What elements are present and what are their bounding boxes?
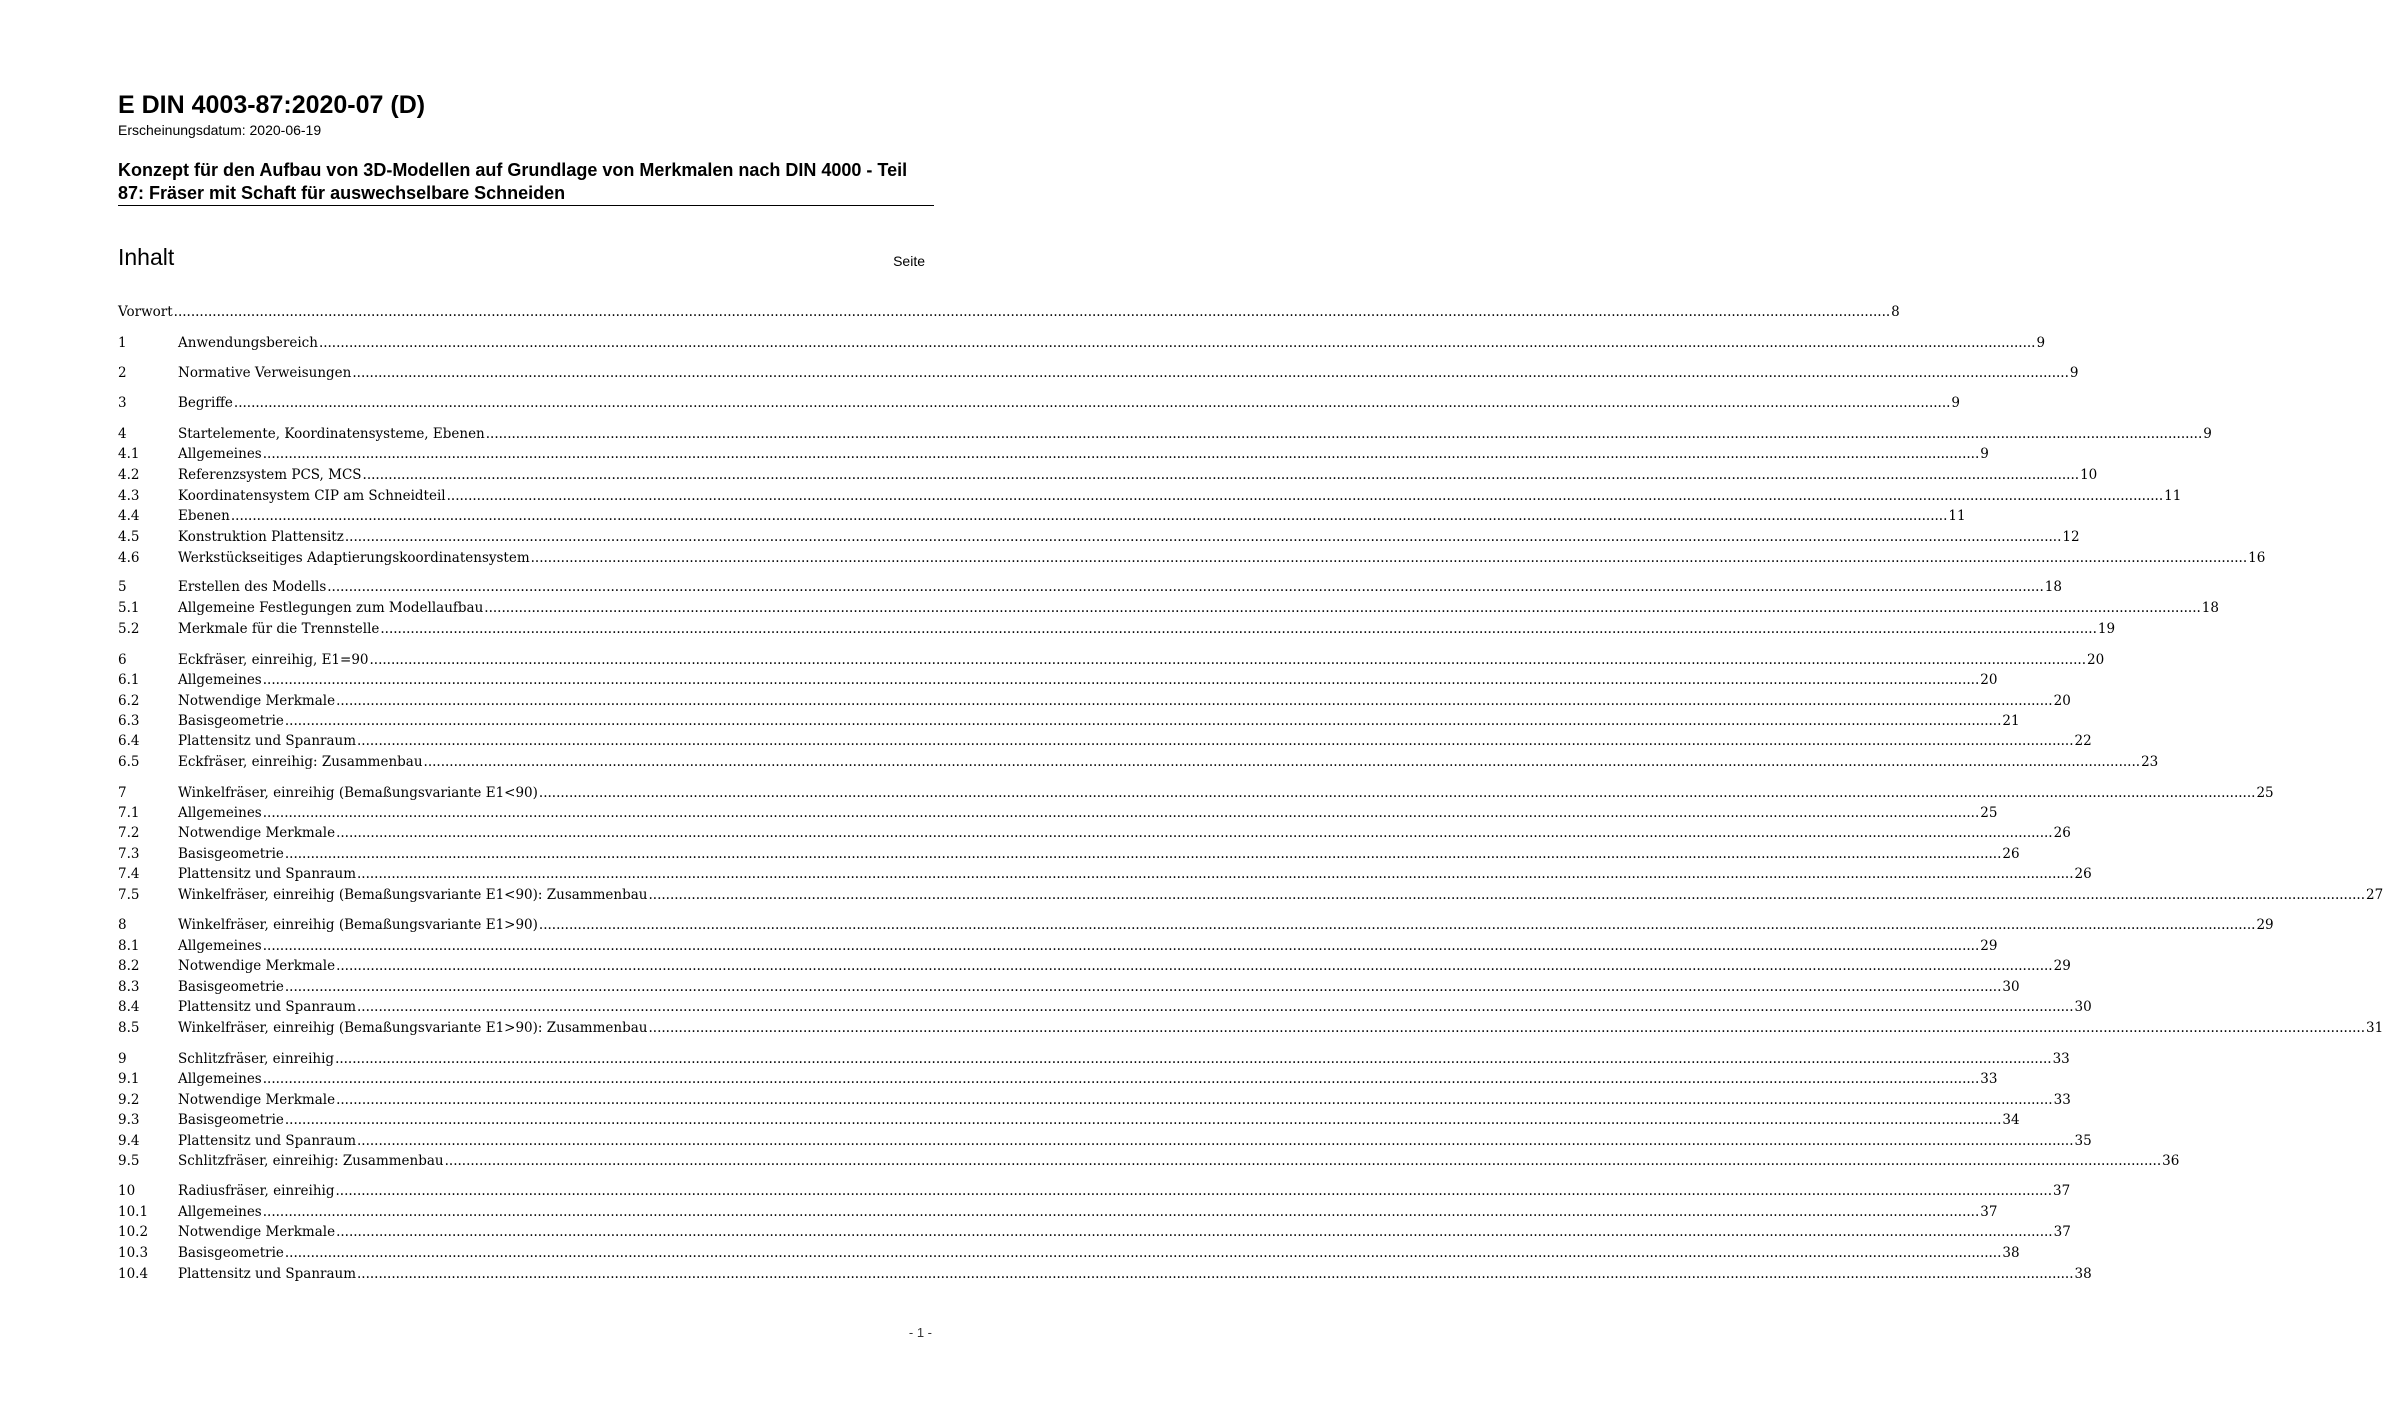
toc-entry-number: 1 xyxy=(118,335,127,351)
toc-entry-number: 10 xyxy=(118,1183,136,1199)
toc-entry-title: Plattensitz und Spanraum xyxy=(178,866,357,882)
toc-dot-leader: ................................................................................................................................................................................................................................................................................................................................................................................................................ xyxy=(284,713,2002,729)
toc-dot-leader: ................................................................................................................................................................................................................................................................................................................................................................................................................ xyxy=(336,825,2053,841)
toc-dot-leader: ................................................................................................................................................................................................................................................................................................................................................................................................................ xyxy=(357,733,2074,749)
toc-entry[interactable] xyxy=(118,752,2159,772)
toc-entry-title: Erstellen des Modells xyxy=(178,579,327,595)
toc-dot-leader: ................................................................................................................................................................................................................................................................................................................................................................................................................ xyxy=(344,529,2062,545)
toc-entry-page: 37 xyxy=(2053,1224,2071,1240)
toc-entry-page: 22 xyxy=(2074,733,2092,749)
toc-entry-number: 2 xyxy=(118,365,127,381)
toc-entry[interactable] xyxy=(118,803,1998,823)
toc-entry-page: 8 xyxy=(1891,304,1900,320)
toc-entry[interactable] xyxy=(118,1018,2383,1038)
toc-entry-number: 9.4 xyxy=(118,1133,140,1149)
toc-entry-page: 9 xyxy=(2036,335,2046,351)
toc-entry-page: 33 xyxy=(1980,1071,1998,1087)
toc-entry-page: 10 xyxy=(2080,467,2098,483)
toc-entry-number: 9 xyxy=(118,1051,127,1067)
toc-entry-number: 5 xyxy=(118,579,127,595)
toc-dot-leader: ................................................................................................................................................................................................................................................................................................................................................................................................................ xyxy=(284,1112,2002,1128)
toc-dot-leader: ................................................................................................................................................................................................................................................................................................................................................................................................................ xyxy=(446,488,2164,504)
toc-entry[interactable] xyxy=(118,731,2092,751)
toc-entry-page: 29 xyxy=(1980,938,1998,954)
toc-entry-title: Koordinatensystem CIP am Schneidteil xyxy=(178,488,446,504)
toc-entry-title: Notwendige Merkmale xyxy=(178,693,336,709)
toc-entry[interactable] xyxy=(118,1110,2020,1130)
document-title: Konzept für den Aufbau von 3D-Modellen auf Grundlage von Merkmalen nach DIN 4000 - Teil 87: Fräser mit Schaft für auswechselbare Schneiden xyxy=(118,160,908,203)
toc-entry-page: 12 xyxy=(2062,529,2080,545)
toc-dot-leader: ................................................................................................................................................................................................................................................................................................................................................................................................................ xyxy=(357,866,2074,882)
toc-entry[interactable] xyxy=(118,783,2274,803)
toc-entry[interactable] xyxy=(118,1131,2092,1151)
toc-entry-title: Radiusfräser, einreihig xyxy=(178,1183,335,1199)
toc-entry[interactable] xyxy=(118,915,2274,935)
toc-entry[interactable] xyxy=(118,1264,2092,1284)
toc-entry-number: 7.2 xyxy=(118,825,140,841)
toc-entry-title: Allgemeines xyxy=(178,672,262,688)
toc-entry-title: Plattensitz und Spanraum xyxy=(178,999,357,1015)
toc-entry[interactable] xyxy=(118,577,2062,597)
toc-entry[interactable] xyxy=(118,1243,2020,1263)
toc-entry-title: Anwendungsbereich xyxy=(178,335,318,351)
toc-entry-page: 31 xyxy=(2366,1020,2383,1036)
toc-entry-page: 30 xyxy=(2002,979,2020,995)
toc-entry-page: 29 xyxy=(2256,917,2274,933)
toc-entry-page: 11 xyxy=(2164,488,2182,504)
toc-entry-title: Allgemeine Festlegungen zum Modellaufbau xyxy=(178,600,484,616)
toc-entry-page: 33 xyxy=(2052,1051,2070,1067)
toc-entry-page: 37 xyxy=(2053,1183,2071,1199)
toc-entry-page: 33 xyxy=(2053,1092,2071,1108)
toc-dot-leader: ................................................................................................................................................................................................................................................................................................................................................................................................................ xyxy=(336,1224,2053,1240)
toc-entry-page: 23 xyxy=(2141,754,2159,770)
toc-dot-leader: ................................................................................................................................................................................................................................................................................................................................................................................................................ xyxy=(485,426,2203,442)
toc-entry-page: 18 xyxy=(2044,579,2062,595)
toc-dot-leader: ................................................................................................................................................................................................................................................................................................................................................................................................................ xyxy=(380,621,2097,637)
toc-dot-leader: ................................................................................................................................................................................................................................................................................................................................................................................................................ xyxy=(335,1051,2052,1067)
toc-entry[interactable] xyxy=(118,1049,2070,1069)
toc-entry-number: 8.2 xyxy=(118,958,140,974)
toc-entry-title: Notwendige Merkmale xyxy=(178,958,336,974)
toc-entry-page: 26 xyxy=(2002,846,2020,862)
toc-dot-leader: ................................................................................................................................................................................................................................................................................................................................................................................................................ xyxy=(357,1133,2074,1149)
toc-entry[interactable] xyxy=(118,977,2020,997)
toc-entry-number: 10.4 xyxy=(118,1266,149,1282)
toc-entry-title: Allgemeines xyxy=(178,446,262,462)
toc-entry-number: 10.2 xyxy=(118,1224,149,1240)
toc-dot-leader: ................................................................................................................................................................................................................................................................................................................................................................................................................ xyxy=(233,395,1951,411)
toc-dot-leader: ................................................................................................................................................................................................................................................................................................................................................................................................................ xyxy=(284,979,2002,995)
toc-entry-page: 25 xyxy=(1980,805,1998,821)
toc-entry-page: 34 xyxy=(2002,1112,2020,1128)
toc-entry-number: 6.1 xyxy=(118,672,140,688)
toc-entry-title: Merkmale für die Trennstelle xyxy=(178,621,380,637)
toc-entry-number: 6.5 xyxy=(118,754,140,770)
toc-entry[interactable] xyxy=(118,864,2092,884)
toc-entry-page: 9 xyxy=(1951,395,1961,411)
toc-entry[interactable] xyxy=(118,424,2212,444)
toc-entry-number: 4.4 xyxy=(118,508,140,524)
toc-entry-page: 9 xyxy=(1980,446,1989,462)
toc-entry-number: 7 xyxy=(118,785,127,801)
toc-entry-title: Startelemente, Koordinatensysteme, Ebenen xyxy=(178,426,485,442)
toc-entry-title: Werkstückseitiges Adaptierungskoordinatensystem xyxy=(178,550,530,566)
toc-entry-number: 7.1 xyxy=(118,805,140,821)
toc-dot-leader: ................................................................................................................................................................................................................................................................................................................................................................................................................ xyxy=(262,938,1980,954)
toc-entry-page: 21 xyxy=(2002,713,2020,729)
toc-dot-leader: ................................................................................................................................................................................................................................................................................................................................................................................................................ xyxy=(336,693,2053,709)
toc-entry-number: 8.1 xyxy=(118,938,140,954)
toc-entry-number: 6 xyxy=(118,652,127,668)
toc-dot-leader: ................................................................................................................................................................................................................................................................................................................................................................................................................ xyxy=(335,1183,2053,1199)
toc-dot-leader: ................................................................................................................................................................................................................................................................................................................................................................................................................ xyxy=(357,999,2074,1015)
toc-dot-leader: ................................................................................................................................................................................................................................................................................................................................................................................................................ xyxy=(352,365,2069,381)
toc-entry-number: 8.4 xyxy=(118,999,140,1015)
toc-entry-number: 5.1 xyxy=(118,600,140,616)
toc-entry-page: 20 xyxy=(1980,672,1998,688)
toc-entry[interactable] xyxy=(118,956,2071,976)
toc-entry[interactable] xyxy=(118,363,2079,383)
toc-entry[interactable] xyxy=(118,650,2105,670)
toc-entry-title: Notwendige Merkmale xyxy=(178,1092,336,1108)
toc-entry-title: Winkelfräser, einreihig (Bemaßungsvariante E1>90) xyxy=(178,917,538,933)
toc-dot-leader: ................................................................................................................................................................................................................................................................................................................................................................................................................ xyxy=(262,672,1980,688)
toc-entry-number: 9.3 xyxy=(118,1112,140,1128)
toc-entry-number: 7.4 xyxy=(118,866,140,882)
toc-entry-title: Notwendige Merkmale xyxy=(178,1224,336,1240)
toc-entry-number: 9.1 xyxy=(118,1071,140,1087)
toc-dot-leader: ................................................................................................................................................................................................................................................................................................................................................................................................................ xyxy=(262,805,1980,821)
toc-dot-leader: ................................................................................................................................................................................................................................................................................................................................................................................................................ xyxy=(538,917,2256,933)
toc-entry-page: 37 xyxy=(1980,1204,1998,1220)
toc-dot-leader: ................................................................................................................................................................................................................................................................................................................................................................................................................ xyxy=(423,754,2141,770)
toc-entry-title: Basisgeometrie xyxy=(178,1112,284,1128)
toc-entry-title: Konstruktion Plattensitz xyxy=(178,529,344,545)
toc-entry[interactable] xyxy=(118,527,2080,547)
toc-entry[interactable] xyxy=(118,548,2266,568)
toc-dot-leader: ................................................................................................................................................................................................................................................................................................................................................................................................................ xyxy=(484,600,2201,616)
toc-entry-title: Notwendige Merkmale xyxy=(178,825,336,841)
toc-entry[interactable] xyxy=(118,598,2219,618)
toc-entry-number: 8.5 xyxy=(118,1020,140,1036)
toc-entry-page: 29 xyxy=(2053,958,2071,974)
toc-entry-title: Allgemeines xyxy=(178,805,262,821)
toc-dot-leader: ................................................................................................................................................................................................................................................................................................................................................................................................................ xyxy=(336,958,2053,974)
toc-entry[interactable] xyxy=(118,444,1989,464)
toc-entry-number: 8.3 xyxy=(118,979,140,995)
toc-entry-page: 25 xyxy=(2256,785,2274,801)
toc-entry-number: 3 xyxy=(118,395,127,411)
toc-entry-title: Basisgeometrie xyxy=(178,713,284,729)
toc-entry-number: 6.4 xyxy=(118,733,140,749)
toc-entry-number: 7.5 xyxy=(118,887,140,903)
toc-dot-leader: ................................................................................................................................................................................................................................................................................................................................................................................................................ xyxy=(284,1245,2002,1261)
toc-entry[interactable] xyxy=(118,997,2092,1017)
toc-dot-leader: ................................................................................................................................................................................................................................................................................................................................................................................................................ xyxy=(318,335,2036,351)
toc-entry[interactable] xyxy=(118,393,1961,413)
toc-entry-number: 4.5 xyxy=(118,529,140,545)
toc-entry-page: 38 xyxy=(2002,1245,2020,1261)
toc-entry[interactable] xyxy=(118,486,2182,506)
toc-entry-title: Ebenen xyxy=(178,508,230,524)
toc-entry-title: Basisgeometrie xyxy=(178,979,284,995)
toc-entry[interactable] xyxy=(118,619,2116,639)
toc-entry-number: 9.5 xyxy=(118,1153,140,1169)
document-code: E DIN 4003-87:2020-07 (D) xyxy=(118,91,426,119)
toc-entry-page: 26 xyxy=(2053,825,2071,841)
toc-entry-page: 35 xyxy=(2074,1133,2092,1149)
toc-entry-title: Winkelfräser, einreihig (Bemaßungsvariante E1<90) xyxy=(178,785,538,801)
toc-dot-leader: ................................................................................................................................................................................................................................................................................................................................................................................................................ xyxy=(444,1153,2162,1169)
toc-entry[interactable] xyxy=(118,1069,1998,1089)
toc-entry-number: 5.2 xyxy=(118,621,140,637)
toc-entry-number: 8 xyxy=(118,917,127,933)
toc-entry-number: 10.1 xyxy=(118,1204,149,1220)
toc-entry-page: 18 xyxy=(2201,600,2219,616)
toc-dot-leader: ................................................................................................................................................................................................................................................................................................................................................................................................................ xyxy=(262,1071,1980,1087)
toc-entry-title: Allgemeines xyxy=(178,938,262,954)
toc-entry-title: Plattensitz und Spanraum xyxy=(178,1266,357,1282)
toc-entry-page: 9 xyxy=(2069,365,2079,381)
toc-dot-leader: ................................................................................................................................................................................................................................................................................................................................................................................................................ xyxy=(173,304,1891,320)
toc-page-column-label: Seite xyxy=(893,253,925,269)
toc-entry-title: Begriffe xyxy=(178,395,233,411)
toc-entry-number: 10.3 xyxy=(118,1245,149,1261)
toc-entry-page: 11 xyxy=(1948,508,1966,524)
toc-entry-page: 27 xyxy=(2366,887,2383,903)
toc-entry[interactable] xyxy=(118,333,2046,353)
toc-entry-title: Eckfräser, einreihig, E1=90 xyxy=(178,652,369,668)
toc-entry-title: Schlitzfräser, einreihig xyxy=(178,1051,335,1067)
toc-entry-title: Plattensitz und Spanraum xyxy=(178,733,357,749)
toc-entry-title: Normative Verweisungen xyxy=(178,365,352,381)
toc-entry-page: 20 xyxy=(2053,693,2071,709)
toc-dot-leader: ................................................................................................................................................................................................................................................................................................................................................................................................................ xyxy=(284,846,2002,862)
toc-entry[interactable] xyxy=(118,670,1998,690)
toc-dot-leader: ................................................................................................................................................................................................................................................................................................................................................................................................................ xyxy=(369,652,2087,668)
toc-dot-leader: ................................................................................................................................................................................................................................................................................................................................................................................................................ xyxy=(327,579,2044,595)
toc-entry-title: Allgemeines xyxy=(178,1204,262,1220)
toc-heading: Inhalt xyxy=(118,244,175,270)
toc-entry-page: 36 xyxy=(2162,1153,2180,1169)
toc-entry-page: 16 xyxy=(2248,550,2266,566)
toc-entry-title: Basisgeometrie xyxy=(178,1245,284,1261)
toc-dot-leader: ................................................................................................................................................................................................................................................................................................................................................................................................................ xyxy=(648,1020,2365,1036)
toc-entry-page: 9 xyxy=(2203,426,2212,442)
footer-page-number: - 1 - xyxy=(908,1325,932,1340)
toc-entry-number: 9.2 xyxy=(118,1092,140,1108)
toc-entry-title: Plattensitz und Spanraum xyxy=(178,1133,357,1149)
toc-entry[interactable] xyxy=(118,465,2098,485)
toc-entry[interactable] xyxy=(118,711,2020,731)
toc-entry[interactable] xyxy=(118,936,1998,956)
toc-dot-leader: ................................................................................................................................................................................................................................................................................................................................................................................................................ xyxy=(336,1092,2053,1108)
toc-entry[interactable] xyxy=(118,691,2071,711)
toc-entry[interactable] xyxy=(118,1202,1998,1222)
toc-entry-title: Allgemeines xyxy=(178,1071,262,1087)
toc-dot-leader: ................................................................................................................................................................................................................................................................................................................................................................................................................ xyxy=(530,550,2248,566)
toc-entry[interactable] xyxy=(118,844,2020,864)
toc-entry-number: 4 xyxy=(118,426,127,442)
toc-entry-title: Schlitzfräser, einreihig: Zusammenbau xyxy=(178,1153,444,1169)
toc-entry[interactable] xyxy=(118,1151,2180,1171)
toc-entry-title: Basisgeometrie xyxy=(178,846,284,862)
toc-entry-number: 4.3 xyxy=(118,488,140,504)
toc-entry-title: Referenzsystem PCS, MCS xyxy=(178,467,362,483)
toc-entry-number: 4.1 xyxy=(118,446,140,462)
toc-dot-leader: ................................................................................................................................................................................................................................................................................................................................................................................................................ xyxy=(262,1204,1980,1220)
toc-entry[interactable] xyxy=(118,1222,2071,1242)
toc-entry[interactable] xyxy=(118,1181,2071,1201)
toc-entry-title: Vorwort xyxy=(118,304,173,320)
toc-entry-number: 7.3 xyxy=(118,846,140,862)
toc-entry[interactable] xyxy=(118,885,2383,905)
toc-entry-number: 4.2 xyxy=(118,467,140,483)
toc-entry-page: 20 xyxy=(2087,652,2105,668)
toc-dot-leader: ................................................................................................................................................................................................................................................................................................................................................................................................................ xyxy=(362,467,2080,483)
toc-entry-page: 26 xyxy=(2074,866,2092,882)
toc-entry[interactable] xyxy=(118,823,2071,843)
toc-dot-leader: ................................................................................................................................................................................................................................................................................................................................................................................................................ xyxy=(230,508,1948,524)
toc-entry[interactable] xyxy=(118,1090,2071,1110)
toc-entry[interactable] xyxy=(118,506,1966,526)
toc-entry-page: 19 xyxy=(2097,621,2116,637)
toc-entry-title: Winkelfräser, einreihig (Bemaßungsvariante E1<90): Zusammenbau xyxy=(178,887,648,903)
publication-date: Erscheinungsdatum: 2020-06-19 xyxy=(118,122,322,138)
toc-entry-number: 4.6 xyxy=(118,550,140,566)
toc-entry-title: Eckfräser, einreihig: Zusammenbau xyxy=(178,754,423,770)
toc-entry[interactable] xyxy=(118,302,1900,322)
toc-entry-number: 6.2 xyxy=(118,693,140,709)
toc-entry-number: 6.3 xyxy=(118,713,140,729)
toc-dot-leader: ................................................................................................................................................................................................................................................................................................................................................................................................................ xyxy=(648,887,2365,903)
toc-entry-title: Winkelfräser, einreihig (Bemaßungsvariante E1>90): Zusammenbau xyxy=(178,1020,648,1036)
toc-dot-leader: ................................................................................................................................................................................................................................................................................................................................................................................................................ xyxy=(357,1266,2074,1282)
toc-dot-leader: ................................................................................................................................................................................................................................................................................................................................................................................................................ xyxy=(538,785,2256,801)
toc-entry-page: 30 xyxy=(2074,999,2092,1015)
toc-dot-leader: ................................................................................................................................................................................................................................................................................................................................................................................................................ xyxy=(262,446,1980,462)
toc-entry-page: 38 xyxy=(2074,1266,2092,1282)
